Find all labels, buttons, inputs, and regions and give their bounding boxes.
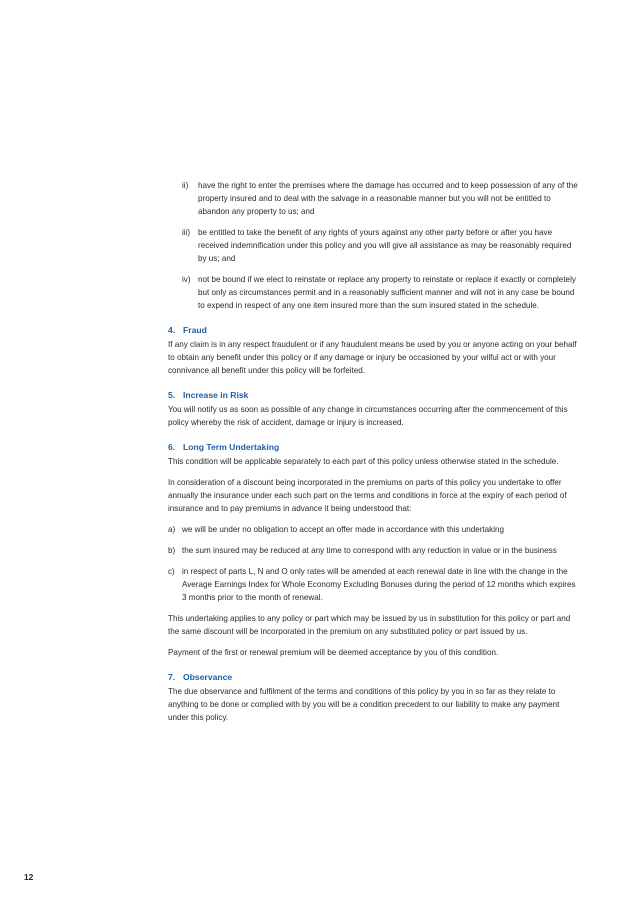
list-item-iii (168, 226, 578, 265)
list-item-text: we will be under no obligation to accept an offer made in accordance with this undertaking (182, 525, 504, 534)
long-term-paragraph-3: This undertaking applies to any policy or part which may be issued by us in substitution for this policy or part and the same discount will be incorporated in the premium on any substituted policy or part issued by us. (168, 614, 571, 636)
list-marker: c) (168, 567, 175, 576)
list-item-text: in respect of parts L, N and O only rates will be amended at each renewal date in line with the change in the Average Earnings Index for Whole Economy Excluding Bonuses during the period of 12 months which expires 3 months prior to the month of renewal. (182, 567, 576, 602)
section-number: 7. (168, 672, 176, 682)
list-item-ii (168, 179, 578, 218)
long-term-paragraph-1: This condition will be applicable separately to each part of this policy unless otherwise stated in the schedule. (168, 457, 559, 466)
increase-in-risk-body: You will notify us as soon as possible of any change in circumstances occurring after the commencement of this policy whereby the risk of accident, damage or injury is increased. (168, 405, 568, 427)
list-item-b (168, 544, 578, 557)
section-title: Increase in Risk (183, 390, 249, 400)
section-title: Observance (183, 672, 233, 682)
list-item-text: the sum insured may be reduced at any time to correspond with any reduction in value or in the business (182, 546, 557, 555)
list-item-a (168, 523, 578, 536)
list-item-c (168, 565, 578, 604)
list-marker: a) (168, 525, 176, 534)
policy-conditions-text (168, 179, 578, 732)
list-item-text: have the right to enter the premises where the damage has occurred and to keep possession of any of the property insured and to deal with the salvage in a reasonable manner but you will not be entitled to abandon any property to us; and (198, 181, 578, 216)
section-title: Long Term Undertaking (183, 442, 280, 452)
long-term-paragraph-4: Payment of the first or renewal premium will be deemed acceptance by you of this condition. (168, 648, 499, 657)
observance-body: The due observance and fulfilment of the terms and conditions of this policy by you in so far as they relate to anything to be done or complied with by you will be a condition precedent to our liability to make any payment under this policy. (168, 687, 560, 722)
section-number: 4. (168, 325, 176, 335)
section-heading-increase-in-risk (168, 389, 578, 402)
section-heading-observance (168, 671, 578, 684)
fraud-body: If any claim is in any respect fraudulent or if any fraudulent means be used by you or anyone acting on your behalf to obtain any benefit under this policy or if any damage or injury be occasioned by your wilful act or with your connivance all benefit under this policy will be forfeited. (168, 340, 577, 375)
list-marker: b) (168, 546, 176, 555)
list-marker: iii) (182, 228, 191, 237)
section-number: 6. (168, 442, 176, 452)
section-heading-fraud (168, 324, 578, 337)
section-title: Fraud (183, 325, 207, 335)
list-marker: iv) (182, 275, 191, 284)
list-marker: ii) (182, 181, 189, 190)
list-item-text: be entitled to take the benefit of any rights of yours against any other party before or after you have received indemnification under this policy and you will give all assistance as may be reasonably required by us; and (198, 228, 572, 263)
long-term-paragraph-2: In consideration of a discount being incorporated in the premiums on parts of this policy you undertake to offer annually the insurance under each such part on the terms and conditions in force at the expiry of each period of insurance and to pay premiums in advance it being understood that: (168, 478, 567, 513)
section-heading-long-term-undertaking (168, 441, 578, 454)
list-item-iv (168, 273, 578, 312)
section-number: 5. (168, 390, 176, 400)
page-number: 12 (24, 872, 34, 882)
list-item-text: not be bound if we elect to reinstate or replace any property to reinstate or replace it exactly or completely but only as circumstances permit and in a reasonably sufficient manner and will not in any case be bound to expend in respect of any one item insured more than the sum insured stated in the schedule. (198, 275, 576, 310)
